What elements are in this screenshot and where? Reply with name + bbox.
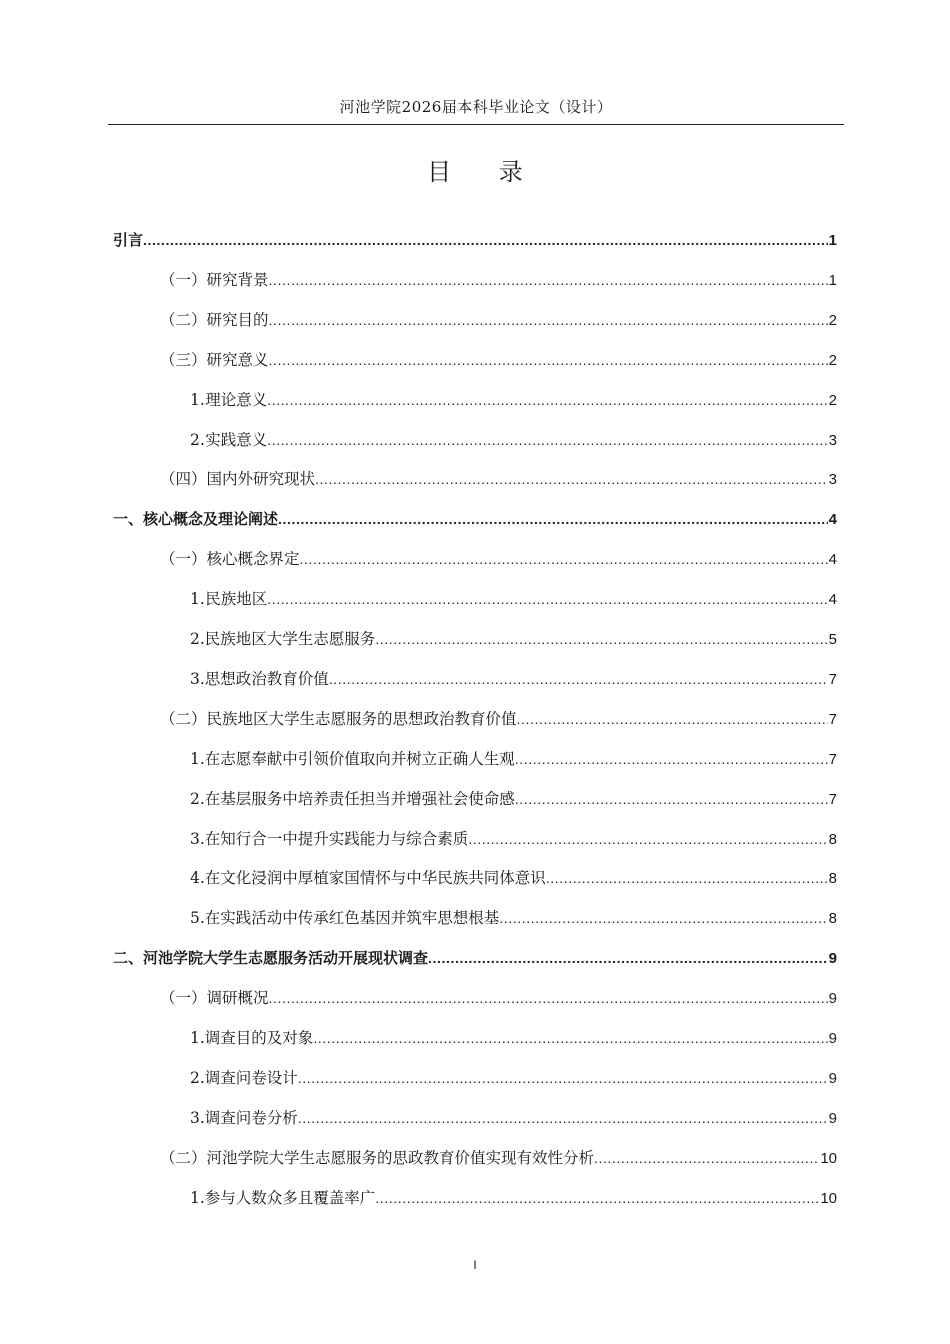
- toc-entry[interactable]: [0, 867, 950, 891]
- toc-entry-number: 1.: [190, 749, 205, 768]
- toc-entry-row: [113, 947, 837, 970]
- toc-entry-row: [113, 508, 837, 531]
- toc-entry-page-number: 3: [828, 431, 837, 449]
- toc-entry[interactable]: [0, 828, 950, 852]
- toc-entry-page-number: 7: [828, 790, 837, 808]
- toc-entry-number: 2.: [190, 430, 205, 449]
- toc-entry-number: 4.: [190, 869, 205, 888]
- toc-entry-page-number: 2: [828, 351, 837, 369]
- toc-entry[interactable]: [0, 349, 950, 373]
- toc-entry-page-number: 5: [828, 631, 837, 648]
- toc-entry-row: [113, 229, 837, 252]
- toc-entry-row: [160, 468, 837, 491]
- toc-entry-number: （二）: [160, 310, 207, 329]
- toc-leader-dots: [269, 987, 828, 1009]
- toc-leader-dots: [267, 429, 827, 451]
- toc-entry-title: 研究目的: [206, 310, 269, 329]
- toc-entry[interactable]: [0, 1107, 950, 1131]
- toc-entry[interactable]: [0, 548, 950, 572]
- toc-entry-row: [190, 628, 837, 651]
- toc-entry[interactable]: [0, 628, 950, 652]
- running-header: 河池学院2026届本科毕业论文（设计）: [339, 98, 613, 116]
- toc-leader-dots: [269, 269, 828, 291]
- toc-entry[interactable]: [0, 508, 950, 532]
- toc-entry-page-number: 4: [828, 511, 837, 529]
- toc-leader-dots: [269, 349, 828, 371]
- toc-entry-row: [160, 708, 837, 731]
- toc-leader-dots: [515, 788, 828, 810]
- toc-entry-title: 在知行合一中提升实践能力与综合素质: [204, 829, 469, 848]
- toc-entry[interactable]: [0, 1187, 950, 1211]
- toc-entry[interactable]: [0, 748, 950, 772]
- toc-entry-row: [190, 788, 837, 811]
- toc-entry-number: 3.: [190, 669, 205, 688]
- toc-entry-number: （二）: [160, 1148, 207, 1167]
- toc-entry-page-number: 9: [828, 1069, 837, 1087]
- toc-entry-row: [160, 548, 837, 571]
- toc-entry[interactable]: [0, 987, 950, 1011]
- toc-entry-page-number: 3: [828, 471, 837, 489]
- toc-leader-dots: [499, 907, 827, 929]
- toc-entry-title: 研究意义: [206, 350, 269, 369]
- toc-leader-dots: [517, 708, 828, 730]
- toc-entry-title: 河池学院大学生志愿服务的思政教育价值实现有效性分析: [206, 1148, 595, 1167]
- toc-entry-title: 在文化浸润中厚植家国情怀与中华民族共同体意识: [204, 869, 546, 888]
- toc-leader-dots: [428, 947, 828, 969]
- toc-entry-title: 参与人数众多且覆盖率广: [204, 1188, 376, 1207]
- toc-leader-dots: [267, 389, 827, 411]
- toc-leader-dots: [315, 468, 828, 490]
- toc-entry-row: [160, 349, 837, 372]
- toc-entry-number: （四）: [160, 470, 207, 489]
- toc-entry-number: 1.: [190, 1029, 205, 1047]
- toc-entry-page-number: 8: [828, 830, 837, 848]
- toc-leader-dots: [329, 668, 828, 690]
- toc-leader-dots: [594, 1147, 819, 1169]
- toc-entry-row: [160, 987, 837, 1010]
- toc-entry-title: 河池学院大学生志愿服务活动开展现状调查: [143, 949, 429, 968]
- toc-entry-title: 在志愿奉献中引领价值取向并树立正确人生观: [204, 749, 515, 768]
- toc-entry-page-number: 7: [828, 670, 837, 688]
- toc-entry-row: [190, 668, 837, 691]
- toc-entry-title: 调查问卷设计: [204, 1068, 298, 1087]
- toc-entry[interactable]: [0, 668, 950, 692]
- toc-leader-dots: [375, 628, 827, 650]
- toc-entry-title: 理论意义: [205, 390, 268, 409]
- toc-entry-page-number: 2: [828, 311, 837, 329]
- toc-entry-number: 2.: [190, 630, 205, 648]
- toc-entry-title: 研究背景: [206, 270, 269, 289]
- toc-entry-title: 调查问卷分析: [204, 1108, 298, 1127]
- toc-leader-dots: [269, 309, 828, 331]
- toc-entry-page-number: 4: [828, 551, 837, 569]
- toc-entry-title: 核心概念界定: [206, 550, 300, 569]
- toc-entry-page-number: 9: [828, 1109, 837, 1127]
- toc-entry-title: 调查目的及对象: [204, 1029, 314, 1047]
- toc-entry-row: [190, 748, 837, 771]
- toc-entry[interactable]: [0, 269, 950, 293]
- toc-entry-row: [190, 389, 837, 412]
- toc-entry-row: [190, 1187, 837, 1210]
- toc-entry-page-number: 1: [828, 271, 837, 289]
- toc-entry[interactable]: [0, 468, 950, 492]
- toc-entry-row: [190, 828, 837, 851]
- toc-entry[interactable]: [0, 947, 950, 971]
- toc-entry-title: 核心概念及理论阐述: [143, 510, 279, 529]
- toc-entry-title: 民族地区: [205, 590, 268, 609]
- toc-entry-number: （一）: [160, 989, 207, 1008]
- toc-entry-page-number: 8: [828, 870, 837, 888]
- toc-leader-dots: [278, 508, 828, 530]
- toc-entry[interactable]: [0, 429, 950, 453]
- toc-entry-row: [190, 1027, 837, 1050]
- toc-leader-dots: [267, 588, 827, 610]
- toc-entry-number: 1.: [190, 1188, 205, 1207]
- toc-entry[interactable]: [0, 389, 950, 413]
- toc-entry-row: [160, 1147, 837, 1170]
- toc-entry[interactable]: [0, 1147, 950, 1171]
- toc-entry-number: （二）: [160, 709, 207, 728]
- toc-entry-title: 调研概况: [206, 989, 269, 1008]
- toc-entry-row: [190, 1067, 837, 1090]
- toc-leader-dots: [143, 229, 828, 251]
- toc-entry-title: 国内外研究现状: [206, 470, 316, 489]
- toc-entry-number: 2.: [190, 1068, 205, 1087]
- toc-entry-number: 5.: [190, 909, 205, 928]
- toc-entry-page-number: 9: [828, 950, 837, 968]
- toc-leader-dots: [375, 1187, 819, 1209]
- toc-entry-page-number: 7: [828, 750, 837, 768]
- toc-entry-page-number: 9: [828, 990, 837, 1008]
- toc-entry-page-number: 10: [820, 1189, 837, 1207]
- page-title: 目 录: [427, 158, 543, 186]
- toc-leader-dots: [468, 828, 827, 850]
- toc-entry-row: [190, 429, 837, 452]
- toc-entry-page-number: 2: [828, 391, 837, 409]
- footer-page-number: I: [473, 1258, 477, 1272]
- toc-entry[interactable]: [0, 1067, 950, 1091]
- toc-entry[interactable]: [0, 708, 950, 732]
- toc-entry[interactable]: [0, 1027, 950, 1051]
- toc-entry-row: [190, 907, 837, 930]
- toc-leader-dots: [298, 1107, 828, 1129]
- toc-entry-page-number: 7: [828, 710, 837, 728]
- toc-leader-dots: [300, 548, 828, 570]
- toc-entry-number: 1.: [190, 590, 205, 609]
- toc-entry-row: [190, 588, 837, 611]
- toc-leader-dots: [313, 1027, 827, 1049]
- toc-entry-page-number: 9: [828, 1030, 837, 1047]
- toc-entry-title: 在基层服务中培养责任担当并增强社会使命感: [204, 789, 515, 808]
- toc-entry-number: 3.: [190, 1108, 205, 1127]
- toc-entry[interactable]: [0, 229, 950, 253]
- toc-entry-page-number: 1: [828, 232, 837, 249]
- toc-entry-title: 民族地区大学生志愿服务: [204, 630, 376, 648]
- toc-entry[interactable]: [0, 588, 950, 612]
- toc-entry-title: 在实践活动中传承红色基因并筑牢思想根基: [204, 909, 500, 928]
- header-rule: [108, 124, 844, 125]
- toc-leader-dots: [515, 748, 828, 770]
- toc-entry-number: （一）: [160, 550, 207, 569]
- toc-leader-dots: [546, 867, 828, 889]
- toc-entry-title: 引言: [113, 231, 144, 249]
- toc-entry-row: [160, 269, 837, 292]
- toc-entry-title: 民族地区大学生志愿服务的思想政治教育价值: [206, 709, 517, 728]
- toc-entry-number: 一、: [113, 510, 144, 529]
- toc-entry-row: [190, 1107, 837, 1130]
- toc-entry[interactable]: [0, 907, 950, 931]
- toc-entry-page-number: 4: [828, 591, 837, 609]
- toc-leader-dots: [298, 1067, 828, 1089]
- toc-entry-page-number: 8: [828, 910, 837, 928]
- toc-entry-number: （一）: [160, 270, 207, 289]
- toc-entry[interactable]: [0, 309, 950, 333]
- toc-entry-number: 2.: [190, 789, 205, 808]
- toc-entry-page-number: 10: [820, 1149, 837, 1167]
- toc-entry-row: [160, 309, 837, 332]
- toc-entry-number: 3.: [190, 829, 205, 848]
- toc-entry-number: 1.: [190, 390, 205, 409]
- toc-entry-number: （三）: [160, 350, 207, 369]
- toc-entry-title: 实践意义: [205, 430, 268, 449]
- toc-entry-number: 二、: [113, 949, 144, 968]
- toc-entry-title: 思想政治教育价值: [204, 669, 329, 688]
- toc-entry-row: [190, 867, 837, 890]
- toc-entry[interactable]: [0, 788, 950, 812]
